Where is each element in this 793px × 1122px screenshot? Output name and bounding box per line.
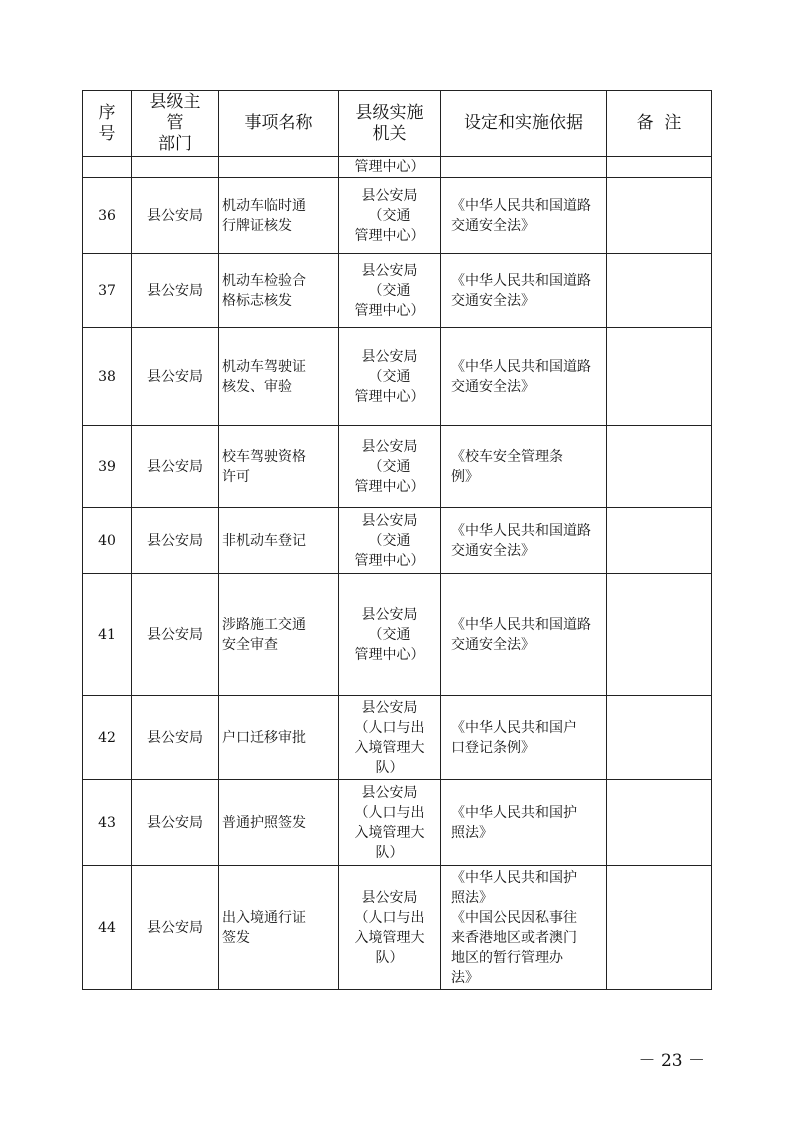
row-seq: 41	[83, 574, 132, 696]
row-basis: 《中华人民共和国道路 交通安全法》	[441, 574, 607, 696]
page-number: － 23 －	[638, 1051, 705, 1071]
table-row	[83, 508, 712, 574]
row-basis: 《中华人民共和国护 照法》	[441, 780, 607, 866]
header-item: 事项名称	[219, 91, 339, 157]
row-dept: 县公安局	[132, 328, 219, 426]
header-dept: 县级主 管 部门	[132, 91, 219, 157]
row-agency: 县公安局 （交通 管理中心）	[339, 178, 441, 254]
table-row	[83, 780, 712, 866]
row-note	[607, 866, 712, 990]
row-note	[607, 178, 712, 254]
table-row	[83, 328, 712, 426]
row-item: 涉路施工交通 安全审查	[219, 574, 339, 696]
table-row	[83, 254, 712, 328]
continuation-agency: 管理中心）	[339, 157, 441, 178]
row-item: 非机动车登记	[219, 508, 339, 574]
table-row	[83, 696, 712, 780]
row-note	[607, 696, 712, 780]
header-seq: 序 号	[83, 91, 132, 157]
row-note	[607, 254, 712, 328]
row-item: 户口迁移审批	[219, 696, 339, 780]
row-basis: 《校车安全管理条 例》	[441, 426, 607, 508]
row-note	[607, 574, 712, 696]
row-agency: 县公安局 （交通 管理中心）	[339, 508, 441, 574]
row-seq: 36	[83, 178, 132, 254]
row-basis: 《中华人民共和国道路 交通安全法》	[441, 328, 607, 426]
table-row	[83, 574, 712, 696]
table-row	[83, 178, 712, 254]
row-agency: 县公安局 （人口与出 入境管理大 队）	[339, 780, 441, 866]
row-basis: 《中华人民共和国护 照法》 《中国公民因私事往 来香港地区或者澳门 地区的暂行管理办 法》	[441, 866, 607, 990]
row-agency: 县公安局 （交通 管理中心）	[339, 254, 441, 328]
header-agency: 县级实施 机关	[339, 91, 441, 157]
row-dept: 县公安局	[132, 178, 219, 254]
row-item: 机动车驾驶证 核发、审验	[219, 328, 339, 426]
row-item: 机动车检验合 格标志核发	[219, 254, 339, 328]
table-row	[83, 866, 712, 990]
row-dept: 县公安局	[132, 254, 219, 328]
row-seq: 40	[83, 508, 132, 574]
row-agency: 县公安局 （人口与出 入境管理大 队）	[339, 696, 441, 780]
row-item: 出入境通行证 签发	[219, 866, 339, 990]
row-note	[607, 426, 712, 508]
row-agency: 县公安局 （人口与出 入境管理大 队）	[339, 866, 441, 990]
row-dept: 县公安局	[132, 426, 219, 508]
header-row	[83, 91, 712, 157]
row-basis: 《中华人民共和国道路 交通安全法》	[441, 178, 607, 254]
row-note	[607, 508, 712, 574]
header-note: 备 注	[607, 91, 712, 157]
row-seq: 39	[83, 426, 132, 508]
row-agency: 县公安局 （交通 管理中心）	[339, 574, 441, 696]
row-dept: 县公安局	[132, 508, 219, 574]
row-note	[607, 780, 712, 866]
table-row	[83, 426, 712, 508]
continuation-row	[83, 157, 712, 178]
row-agency: 县公安局 （交通 管理中心）	[339, 328, 441, 426]
row-dept: 县公安局	[132, 866, 219, 990]
row-agency: 县公安局 （交通 管理中心）	[339, 426, 441, 508]
row-seq: 43	[83, 780, 132, 866]
row-item: 机动车临时通 行牌证核发	[219, 178, 339, 254]
row-item: 普通护照签发	[219, 780, 339, 866]
header-basis: 设定和实施依据	[441, 91, 607, 157]
row-dept: 县公安局	[132, 780, 219, 866]
row-seq: 38	[83, 328, 132, 426]
row-basis: 《中华人民共和国道路 交通安全法》	[441, 508, 607, 574]
row-note	[607, 328, 712, 426]
row-dept: 县公安局	[132, 574, 219, 696]
row-basis: 《中华人民共和国道路 交通安全法》	[441, 254, 607, 328]
row-basis: 《中华人民共和国户 口登记条例》	[441, 696, 607, 780]
row-dept: 县公安局	[132, 696, 219, 780]
row-seq: 42	[83, 696, 132, 780]
row-seq: 37	[83, 254, 132, 328]
items-table	[82, 90, 712, 990]
row-item: 校车驾驶资格 许可	[219, 426, 339, 508]
row-seq: 44	[83, 866, 132, 990]
